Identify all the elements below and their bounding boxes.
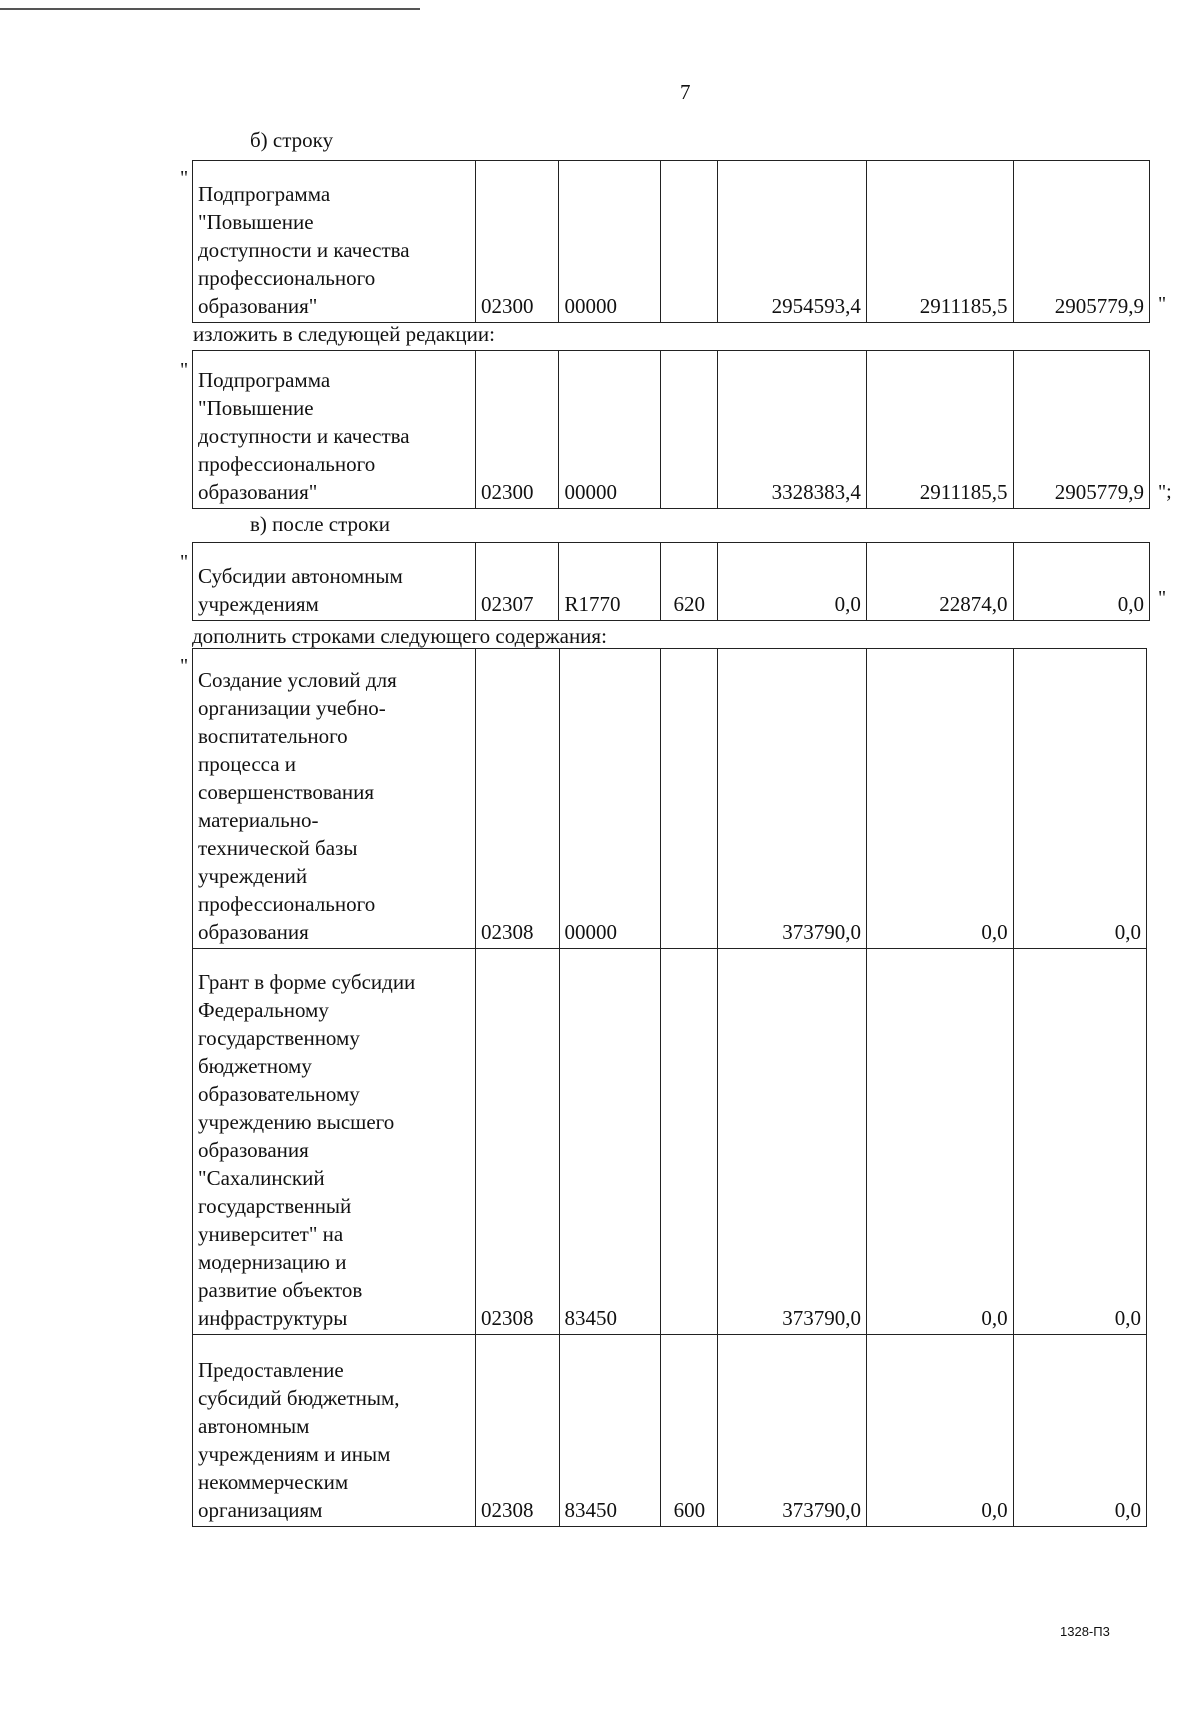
value-year-1: 0,0 <box>718 543 867 621</box>
table-old-row <box>192 160 1150 323</box>
row-name: Грант в форме субсидии Федеральному государственному бюджетному образовательному учреждению высшего образования "Сахалинский государственный университет" на модернизацию и развитие объектов инфраструктуры <box>193 949 476 1335</box>
row-name: Подпрограмма "Повышение доступности и качества профессионального образования" <box>193 351 476 509</box>
value-year-3: 0,0 <box>1013 543 1150 621</box>
code-direction: R1770 <box>559 543 661 621</box>
value-year-1: 373790,0 <box>718 949 867 1335</box>
code-program: 02300 <box>476 351 559 509</box>
table-row <box>193 1335 1147 1527</box>
code-direction: 00000 <box>559 161 661 323</box>
quote-open-2: " <box>180 359 189 381</box>
value-year-3: 0,0 <box>1013 1335 1146 1527</box>
quote-open-4: " <box>180 655 189 677</box>
value-year-2: 22874,0 <box>866 543 1013 621</box>
value-year-3: 0,0 <box>1013 949 1146 1335</box>
code-expense-type <box>661 949 718 1335</box>
caption-b: б) строку <box>250 128 334 152</box>
page-number: 7 <box>680 80 691 104</box>
quote-close-3: " <box>1158 587 1167 609</box>
value-year-2: 2911185,5 <box>866 351 1013 509</box>
quote-close-1: " <box>1158 293 1167 315</box>
code-program: 02308 <box>476 649 559 949</box>
caption-replace: изложить в следующей редакции: <box>193 322 495 346</box>
row-name: Предоставление субсидий бюджетным, автономным учреждениям и иным некоммерческим организациям <box>193 1335 476 1527</box>
code-direction: 00000 <box>559 649 661 949</box>
table-row <box>193 351 1150 509</box>
value-year-2: 0,0 <box>866 649 1013 949</box>
code-program: 02308 <box>476 1335 559 1527</box>
table-row <box>193 649 1147 949</box>
table-new-row <box>192 350 1150 509</box>
table-after-row <box>192 542 1150 621</box>
code-program: 02307 <box>476 543 559 621</box>
row-name: Создание условий для организации учебно- воспитательного процесса и совершенствования материально- технической базы учреждений профессионального образования <box>193 649 476 949</box>
row-name: Субсидии автономным учреждениям <box>193 543 476 621</box>
code-program: 02308 <box>476 949 559 1335</box>
value-year-1: 3328383,4 <box>718 351 867 509</box>
code-direction: 83450 <box>559 1335 661 1527</box>
code-expense-type: 620 <box>661 543 718 621</box>
table-row <box>193 543 1150 621</box>
row-name: Подпрограмма "Повышение доступности и качества профессионального образования" <box>193 161 476 323</box>
code-program: 02300 <box>476 161 559 323</box>
value-year-3: 0,0 <box>1013 649 1146 949</box>
caption-v: в) после строки <box>250 512 390 536</box>
document-code: 1328-П3 <box>1060 1624 1110 1639</box>
code-expense-type: 600 <box>661 1335 718 1527</box>
code-expense-type <box>661 161 718 323</box>
quote-open-1: " <box>180 167 189 189</box>
value-year-2: 0,0 <box>866 1335 1013 1527</box>
value-year-1: 373790,0 <box>718 649 867 949</box>
quote-open-3: " <box>180 551 189 573</box>
code-expense-type <box>661 351 718 509</box>
value-year-1: 373790,0 <box>718 1335 867 1527</box>
table-row <box>193 949 1147 1335</box>
table-added-rows <box>192 648 1147 1527</box>
value-year-2: 2911185,5 <box>866 161 1013 323</box>
value-year-3: 2905779,9 <box>1013 161 1150 323</box>
table-row <box>193 161 1150 323</box>
scan-artifact-line <box>0 8 420 10</box>
code-direction: 83450 <box>559 949 661 1335</box>
caption-add: дополнить строками следующего содержания: <box>192 624 607 648</box>
code-expense-type <box>661 649 718 949</box>
value-year-2: 0,0 <box>866 949 1013 1335</box>
quote-close-2: "; <box>1158 481 1172 503</box>
value-year-3: 2905779,9 <box>1013 351 1150 509</box>
code-direction: 00000 <box>559 351 661 509</box>
value-year-1: 2954593,4 <box>718 161 867 323</box>
